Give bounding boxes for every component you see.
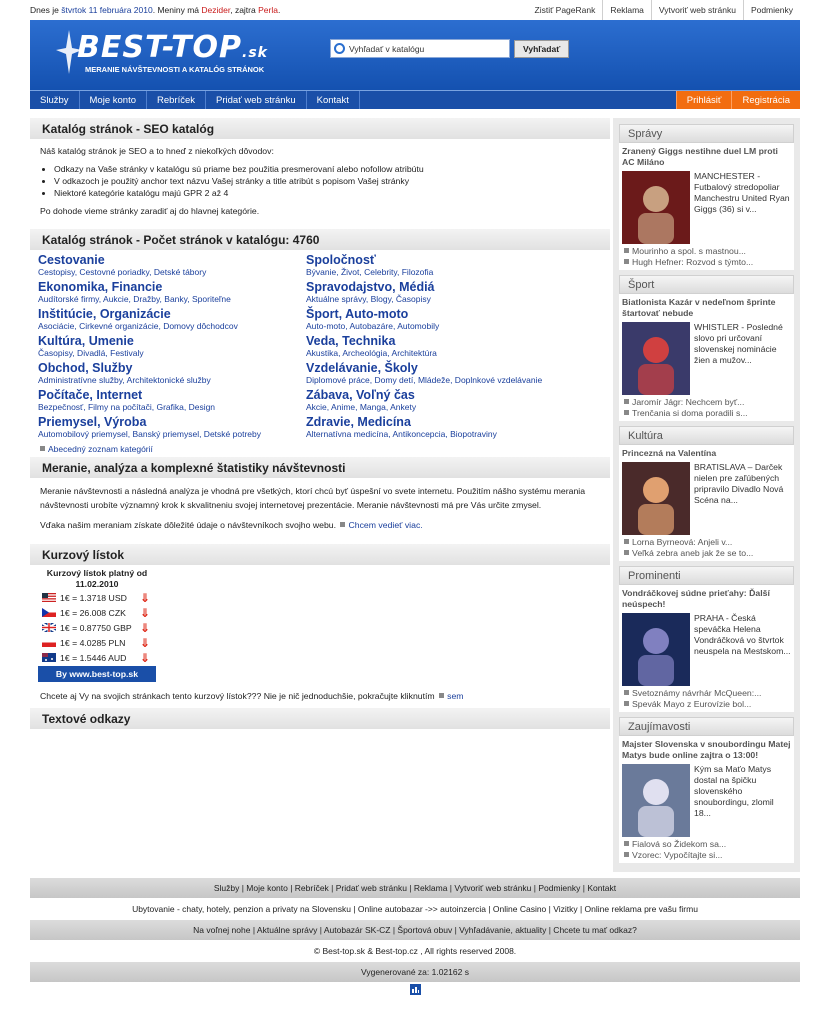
news-block <box>619 445 794 561</box>
pagerank-link[interactable]: Zistiť PageRank <box>534 5 596 15</box>
news-link[interactable]: Trenčania si doma poradili s... <box>622 408 791 419</box>
seo-bullet: • Niektoré kategórie katalógu majú GPR 2 až 4 <box>54 187 601 199</box>
category-title[interactable]: Cestovanie <box>38 253 105 267</box>
arrow-icon <box>624 550 629 555</box>
seo-bullet: • Odkazy na Vaše stránky v katalógu sú priame bez použitia presmerovaní alebo nofollow atribútu <box>54 163 601 175</box>
category-item <box>306 307 586 334</box>
category-subs[interactable]: Automobilový priemysel, Banský priemysel, Detské potreby <box>38 429 261 439</box>
category-subs[interactable]: Akustika, Archeológia, Architektúra <box>306 348 437 358</box>
category-subs[interactable]: Asociácie, Cirkevné organizácie, Domovy dôchodcov <box>38 321 238 331</box>
arrow-icon <box>624 259 629 264</box>
news-headline[interactable]: Princezná na Valentína <box>622 448 717 458</box>
category-subs[interactable]: Alternatívna medicína, Antikoncepcia, Biopotraviny <box>306 429 497 439</box>
fx-row <box>38 635 156 650</box>
arrow-icon <box>624 539 629 544</box>
category-item <box>306 361 586 388</box>
category-item <box>306 388 586 415</box>
fx-note: Chcete aj Vy na svojich stránkach tento kurzový lístok??? Nie je nič jednoduchšie, pokračujte kliknutím sem <box>40 691 464 701</box>
news-link[interactable]: Svetoznámy návrhár McQueen:... <box>622 688 791 699</box>
main-content <box>30 118 610 872</box>
category-grid <box>30 250 610 444</box>
main-nav <box>30 90 800 109</box>
arrow-icon <box>624 248 629 253</box>
category-item <box>38 388 306 415</box>
site-slogan: MERANIE NÁVŠTEVNOSTI A KATALÓG STRÁNOK <box>85 65 265 74</box>
arrow-icon <box>624 701 629 706</box>
sidebar-section-title[interactable]: Správy <box>619 124 794 143</box>
arrow-down-icon: ⇓ <box>140 605 151 620</box>
seo-section: Náš katalóg stránok je SEO a to hneď z niekoľkých dôvodov: • Odkazy na Vaše stránky v katalógu sú priame bez použitia presmerovaní alebo nofollow atribútu • V odkazoch je použitý anchor text názvu Vašej stránky a title atribút s popisom Vašej stránky • Niektoré kategórie katalógu majú GPR 2 až 4 Po dohode vieme stránky zaradiť aj do hlavnej kategórie. <box>30 139 610 229</box>
advert-link[interactable]: Reklama <box>602 0 651 20</box>
category-title[interactable]: Zdravie, Medicína <box>306 415 411 429</box>
category-item <box>38 415 306 442</box>
category-item <box>38 361 306 388</box>
site-logo[interactable]: BEST-TOP.sk MERANIE NÁVŠTEVNOSTI A KATALÓG STRÁNOK <box>55 28 300 78</box>
fx-row <box>38 605 156 620</box>
category-item <box>306 280 586 307</box>
abc-list-link[interactable]: Abecedný zoznam kategórií <box>30 444 610 454</box>
news-block <box>619 294 794 421</box>
category-title[interactable]: Veda, Technika <box>306 334 396 348</box>
category-title[interactable]: Počítače, Internet <box>38 388 143 402</box>
news-photo[interactable] <box>622 171 690 244</box>
arrow-icon <box>340 522 345 527</box>
more-link[interactable]: Chcem vedieť viac. <box>338 520 422 530</box>
category-subs[interactable]: Administratívne služby, Architektonické služby <box>38 375 211 385</box>
category-subs[interactable]: Akcie, Anime, Manga, Ankety <box>306 402 417 412</box>
category-title[interactable]: Inštitúcie, Organizácie <box>38 307 171 321</box>
category-subs[interactable]: Bývanie, Život, Celebrity, Filozofia <box>306 267 434 277</box>
name-today[interactable]: Dezider <box>201 5 231 15</box>
arrow-down-icon: ⇓ <box>140 650 151 665</box>
news-photo[interactable] <box>622 613 690 686</box>
name-tomorrow[interactable]: Perla <box>258 5 278 15</box>
fx-here-link[interactable]: sem <box>437 691 463 701</box>
news-photo[interactable] <box>622 764 690 837</box>
news-link[interactable]: Fialová so Židekom sa... <box>622 839 791 850</box>
flag-pl-icon <box>42 638 56 647</box>
terms-link[interactable]: Podmienky <box>743 0 800 20</box>
fx-row <box>38 650 156 665</box>
news-block <box>619 585 794 712</box>
category-title[interactable]: Obchod, Služby <box>38 361 133 375</box>
textlinks-title: Textové odkazy <box>30 708 610 729</box>
category-item <box>38 307 306 334</box>
flag-us-icon <box>42 593 56 602</box>
sidebar-section-title[interactable]: Šport <box>619 275 794 294</box>
fx-rate: 1€ = 0.87750 GBP <box>60 622 132 633</box>
news-link[interactable]: Lorna Byrneová: Anjeli v... <box>622 537 791 548</box>
news-block <box>619 736 794 863</box>
news-link[interactable]: Veľká zebra aneb jak že se to... <box>622 548 791 559</box>
news-photo[interactable] <box>622 322 690 395</box>
fx-widget <box>38 568 156 682</box>
category-title[interactable]: Kultúra, Umenie <box>38 334 134 348</box>
category-title[interactable]: Vzdelávanie, Školy <box>306 361 418 375</box>
arrow-icon <box>624 690 629 695</box>
fx-row <box>38 590 156 605</box>
search-form <box>330 39 569 58</box>
seo-title: Katalóg stránok - SEO katalóg <box>30 118 610 139</box>
create-web-link[interactable]: Vytvoriť web stránku <box>651 0 743 20</box>
nav-add-site[interactable]: Pridať web stránku <box>206 91 307 109</box>
footer-partners[interactable]: Ubytovanie - chaty, hotely, penzion a privaty na Slovensku | Online autobazar ->> autoinzercia | Online Casino | Vizitky | Online reklama pre vašu firmu <box>132 904 698 914</box>
site-header <box>30 20 800 90</box>
seo-bullet: • V odkazoch je použitý anchor text názvu Vašej stránky a title atribút s popisom Vašej stránky <box>54 175 601 187</box>
footer-partners-2[interactable]: Na voľnej nohe | Aktuálne správy | Autobazár SK-CZ | Športová obuv | Vyhľadávanie, aktuality | Chcete tu mať odkaz? <box>30 920 800 940</box>
category-title[interactable]: Spoločnosť <box>306 253 376 267</box>
flag-au-icon <box>42 653 56 662</box>
fx-rate: 1€ = 1.3718 USD <box>60 592 127 603</box>
news-link[interactable]: Vzorec: Vypočítajte si... <box>622 850 791 861</box>
search-button[interactable]: Vyhľadať <box>514 40 569 58</box>
nav-contact[interactable]: Kontakt <box>307 91 360 109</box>
fx-row <box>38 620 156 635</box>
register-button[interactable]: Registrácia <box>731 91 800 109</box>
category-subs[interactable]: Diplomové práce, Domy detí, Mládeže, Doplnkové vzdelávanie <box>306 375 543 385</box>
flag-gb-icon <box>42 623 56 632</box>
category-item <box>38 253 306 280</box>
stats-counter-icon[interactable] <box>410 984 421 995</box>
news-headline[interactable]: Biatlonista Kazár v nedeľnom šprinte štartovať nebude <box>622 297 776 318</box>
sidebar-section-title[interactable]: Kultúra <box>619 426 794 445</box>
category-title[interactable]: Spravodajstvo, Médiá <box>306 280 435 294</box>
category-item <box>306 253 586 280</box>
news-headline[interactable]: Vondráčkovej súdne prieťahy: Ďalší neúspech! <box>622 588 770 609</box>
fx-rate: 1€ = 26.008 CZK <box>60 607 126 618</box>
category-subs[interactable]: Audítorské firmy, Aukcie, Dražby, Banky, Sporiteľne <box>38 294 231 304</box>
arrow-icon <box>624 399 629 404</box>
search-input[interactable]: Vyhľadať v katalógu <box>330 39 510 58</box>
generated-time: Vygenerované za: 1.02162 s <box>30 962 800 982</box>
news-photo[interactable] <box>622 462 690 535</box>
top-links <box>528 0 800 20</box>
news-link[interactable]: Hugh Hefner: Rozvod s týmto... <box>622 257 791 268</box>
category-item <box>306 415 586 442</box>
category-subs[interactable]: Bezpečnosť, Filmy na počítači, Grafika, Design <box>38 402 216 412</box>
arrow-down-icon: ⇓ <box>140 620 151 635</box>
fx-title: Kurzový lístok <box>30 544 610 565</box>
news-headline[interactable]: Majster Slovenska v snoubordingu Matej Matys bude online zajtra o 13:00! <box>622 739 791 760</box>
news-perex: PRAHA - Česká speváčka Helena Vondráčková vo štvrtok neuspela na Mestskom... <box>694 613 791 656</box>
arrow-icon <box>40 446 45 451</box>
site-footer <box>30 878 800 996</box>
category-subs[interactable]: Aktuálne správy, Blogy, Časopisy <box>306 294 431 304</box>
arrow-down-icon: ⇓ <box>140 635 151 650</box>
category-title[interactable]: Ekonomika, Financie <box>38 280 163 294</box>
news-headline[interactable]: Zranený Giggs nestihne duel LM proti AC Miláno <box>622 146 778 167</box>
catalog-title: Katalóg stránok - Počet stránok v katalógu: 4760 <box>30 229 610 250</box>
stats-title: Meranie, analýza a komplexné štatistiky návštevnosti <box>30 457 610 478</box>
fx-by-link[interactable]: By www.best-top.sk <box>38 666 156 682</box>
category-subs[interactable]: Časopisy, Divadlá, Festivaly <box>38 348 144 358</box>
copyright: © Best-top.sk & Best-top.cz , All rights reserved 2008. <box>313 946 517 956</box>
date-line: Dnes je štvrtok 11 februára 2010. Meniny má Dezider, zajtra Perla. <box>30 5 281 15</box>
arrow-down-icon: ⇓ <box>140 590 151 605</box>
fx-rate: 1€ = 1.5446 AUD <box>60 652 127 663</box>
date-link[interactable]: štvrtok 11 februára 2010 <box>61 5 153 15</box>
news-link[interactable]: Spevák Mayo z Eurovízie bol... <box>622 699 791 710</box>
search-icon <box>334 43 345 54</box>
login-button[interactable]: Prihlásiť <box>676 91 732 109</box>
category-title[interactable]: Priemysel, Výroba <box>38 415 147 429</box>
nav-my-account[interactable]: Moje konto <box>80 91 147 109</box>
stats-section: Meranie návštevnosti a následná analýza je vhodná pre všetkých, ktorí chcú byť úspešní vo svete internetu. Použitím nášho systému merania návštevnosti urobíte významný krok k skvalitneniu svojej internetovej prezentácie. Meranie návštevnosti má pre Vás určite zmysel. Vďaka našim meraniam získate dôležité údaje o návštevníkoch svojho webu. Chcem vedieť viac. <box>40 486 586 530</box>
category-item <box>306 334 586 361</box>
footer-nav[interactable]: Služby | Moje konto | Rebríček | Pridať web stránku | Reklama | Vytvoriť web stránku | Podmienky | Kontakt <box>30 878 800 898</box>
nav-services[interactable]: Služby <box>30 91 80 109</box>
sidebar-section-title[interactable]: Zaujímavosti <box>619 717 794 736</box>
fx-rate: 1€ = 4.0285 PLN <box>60 637 126 648</box>
news-link[interactable]: Mourinho a spol. s mastnou... <box>622 246 791 257</box>
news-perex: MANCHESTER - Futbalový stredopoliar Manchestru United Ryan Giggs (36) si v... <box>694 171 790 214</box>
sidebar-section-title[interactable]: Prominenti <box>619 566 794 585</box>
news-perex: WHISTLER - Posledné slovo pri určovaní slovenskej nominácie žien a mužov... <box>694 322 783 365</box>
arrow-icon <box>624 841 629 846</box>
top-strip <box>30 0 800 20</box>
news-link[interactable]: Jaromír Jágr: Nechcem byť... <box>622 397 791 408</box>
nav-ranking[interactable]: Rebríček <box>147 91 206 109</box>
category-subs[interactable]: Cestopisy, Cestovné poriadky, Detské tábory <box>38 267 207 277</box>
news-perex: Kým sa Maťo Matys dostal na špičku slovenského snoubordingu, zlomil 18... <box>694 764 774 818</box>
arrow-icon <box>624 410 629 415</box>
category-title[interactable]: Zábava, Voľný čas <box>306 388 415 402</box>
fx-valid: Kurzový lístok platný od 11.02.2010 <box>46 568 148 589</box>
news-perex: BRATISLAVA – Darček nielen pre zaľúbených pripravilo Divadlo Nová Scéna na... <box>694 462 784 505</box>
news-block <box>619 143 794 270</box>
category-item <box>38 280 306 307</box>
category-subs[interactable]: Auto-moto, Autobazáre, Automobily <box>306 321 440 331</box>
news-sidebar <box>613 118 800 872</box>
arrow-icon <box>624 852 629 857</box>
category-title[interactable]: Šport, Auto-moto <box>306 307 409 321</box>
category-item <box>38 334 306 361</box>
arrow-icon <box>439 693 444 698</box>
flag-cz-icon <box>42 608 56 617</box>
